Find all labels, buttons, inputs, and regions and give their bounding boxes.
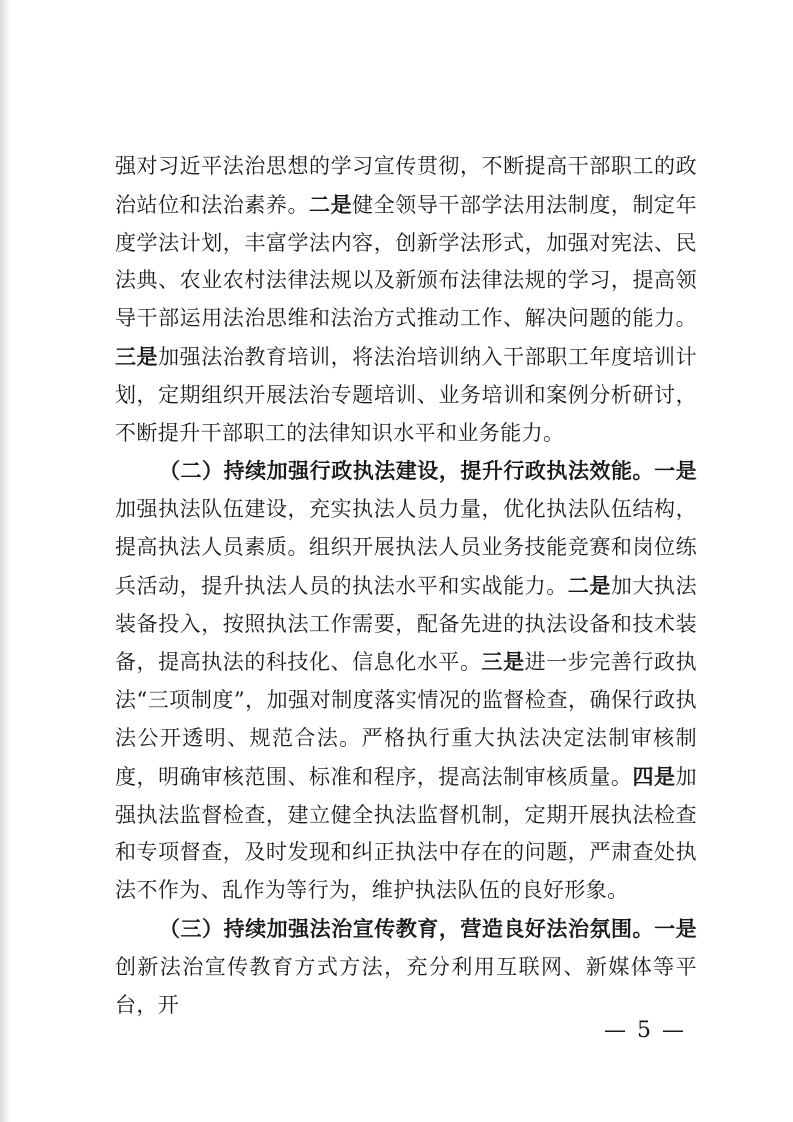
text-segment: 加大执法装备投入，按照执法工作需要，配备先进的执法设备和技术装备，提高执法的科技化、信息化水平。 (115, 573, 697, 675)
text-segment: 加强执法队伍建设，充实执法人员力量，优化执法队伍结构，提高执法人员素质。组织开展执法人员业务技能竞赛和岗位练兵活动，提升执法人员的执法水平和实战能力。 (115, 497, 697, 598)
text-segment: 强对习近平法治思想的学习宣传贯彻，不断提高干部职工的政治站位和法治素养。 (115, 154, 697, 217)
paragraph (115, 452, 697, 910)
page-edge-shadow (0, 0, 10, 1122)
page-number: — 5 — (604, 1018, 686, 1043)
section-heading: （三）持续加强法治宣传教育，营造良好法治氛围。 (159, 915, 655, 941)
text-segment: 进一步完善行政执法“三项制度”，加强对制度落实情况的监督检查，确保行政执法公开透明、规范合法。严格执行重大执法决定法制审核制度，明确审核范围、标准和程序，提高法制审核质量。 (115, 650, 697, 789)
document-body (115, 148, 697, 1024)
text-segment-bold: 一是 (654, 458, 697, 484)
text-segment-bold: 三是 (481, 649, 525, 675)
text-segment: 加强执法监督检查，建立健全执法监督机制，定期开展执法检查和专项督查，及时发现和纠正执法中存在的问题，严肃查处执法不作为、乱作为等行为，维护执法队伍的良好形象。 (115, 764, 697, 903)
text-segment-bold: 三是 (115, 343, 159, 369)
paragraph (115, 148, 697, 452)
text-segment-bold: 二是 (567, 572, 611, 598)
section-heading: （二）持续加强行政执法建设，提升行政执法效能。 (159, 458, 655, 484)
text-segment-bold: 四是 (632, 763, 676, 789)
text-segment: 创新法治宣传教育方式方法，充分利用互联网、新媒体等平台，开 (115, 954, 697, 1017)
text-segment: 加强法治教育培训，将法治培训纳入干部职工年度培训计划，定期组织开展法治专题培训、业务培训和案例分析研讨，不断提升干部职工的法律知识水平和业务能力。 (115, 344, 697, 445)
text-segment: 健全领导干部学法用法制度，制定年度学法计划，丰富学法内容，创新学法形式，加强对宪法、民法典、农业农村法律法规以及新颁布法律法规的学习，提高领导干部运用法治思维和法治方式推动工作、解决问题的能力。 (115, 192, 697, 331)
text-segment-bold: 二是 (309, 191, 353, 217)
paragraph (115, 910, 697, 1024)
text-segment-bold: 一是 (654, 915, 697, 941)
